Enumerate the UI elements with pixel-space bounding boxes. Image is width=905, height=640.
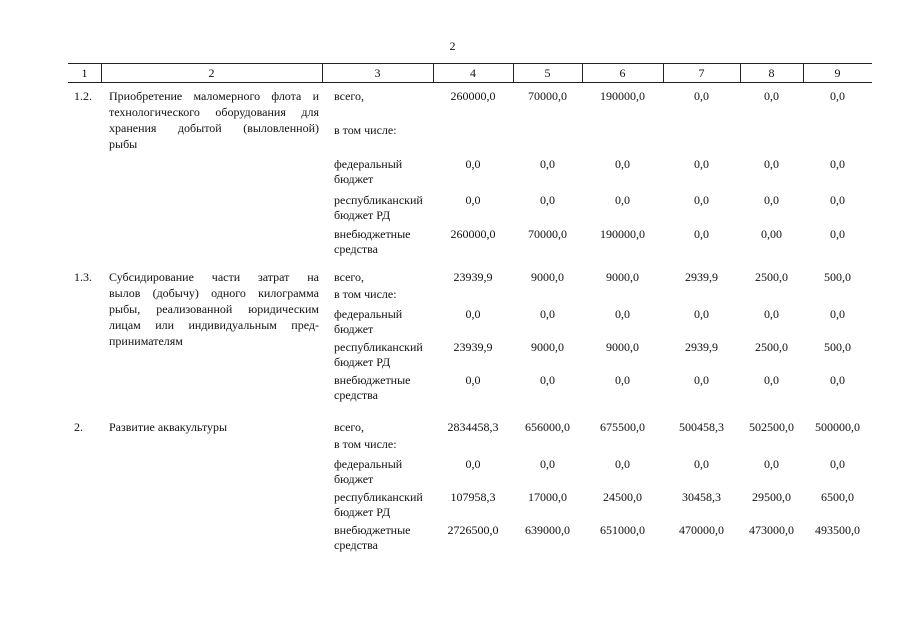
row-description-line: хранения добытой (выловленной): [109, 121, 319, 135]
header-bottom-border: [68, 82, 872, 83]
table-cell-value: 473000,0: [749, 523, 794, 537]
table-cell-value: 0,0: [465, 373, 481, 387]
table-cell-value: 0,0: [830, 89, 845, 103]
table-cell-value: 190000,0: [600, 227, 645, 241]
table-cell-value: 70000,0: [528, 227, 567, 241]
table-cell-value: 17000,0: [528, 490, 567, 504]
table-cell-value: 0,0: [540, 457, 555, 471]
table-cell-value: 0,0: [764, 193, 779, 207]
table-cell-value: 0,0: [694, 373, 709, 387]
funding-source-label: федеральный: [334, 307, 403, 321]
table-cell-value: 0,0: [615, 373, 630, 387]
table-cell-value: 0,00: [761, 227, 782, 241]
funding-source-label: внебюджетные: [334, 227, 411, 241]
row-description-line: рыбы, реализованной юридическим: [109, 302, 319, 316]
table-cell-value: 2939,9: [685, 270, 718, 284]
funding-source-label: республиканский: [334, 193, 423, 207]
table-cell-value: 107958,3: [450, 490, 496, 504]
funding-source-label: бюджет: [334, 172, 374, 186]
table-cell-value: 0,0: [465, 307, 481, 321]
table-cell-value: 9000,0: [606, 340, 639, 354]
table-cell-value: 0,0: [694, 89, 709, 103]
table-cell-value: 675500,0: [600, 420, 645, 434]
col-header-4: 4: [470, 66, 476, 80]
table-cell-value: 500,0: [824, 270, 851, 284]
funding-source-label: внебюджетные: [334, 523, 411, 537]
table-cell-value: 0,0: [615, 457, 630, 471]
table-cell-value: 0,0: [830, 193, 845, 207]
table-cell-value: 2726500,0: [447, 523, 499, 537]
table-cell-value: 0,0: [764, 373, 779, 387]
col-header-2: 2: [208, 66, 215, 80]
table-cell-value: 500,0: [824, 340, 851, 354]
funding-source-label: федеральный: [334, 457, 403, 471]
funding-source-label: республиканский: [334, 340, 423, 354]
table-cell-value: 0,0: [540, 307, 555, 321]
table-cell-value: 656000,0: [525, 420, 570, 434]
row-description-line: Приобретение маломерного флота и: [109, 89, 319, 103]
table-cell-value: 651000,0: [600, 523, 645, 537]
funding-source-label: бюджет: [334, 472, 374, 486]
table-cell-value: 500000,0: [815, 420, 860, 434]
table-cell-value: 2834458,3: [447, 420, 499, 434]
funding-source-label: республиканский: [334, 490, 423, 504]
funding-source-label: бюджет РД: [334, 208, 391, 222]
table-cell-value: 0,0: [540, 193, 555, 207]
funding-source-label: средства: [334, 538, 379, 552]
table-cell-value: 9000,0: [531, 340, 564, 354]
funding-source-label: средства: [334, 388, 379, 402]
table-cell-value: 0,0: [830, 227, 845, 241]
funding-source-label: в том числе:: [334, 437, 397, 451]
col-header-1: 1: [81, 66, 88, 80]
col-header-5: 5: [544, 66, 551, 80]
row-description-line: лицам или индивидуальным пред-: [109, 318, 319, 332]
table-top-border: [68, 63, 872, 64]
table-cell-value: 0,0: [694, 227, 709, 241]
table-cell-value: 260000,0: [450, 227, 496, 241]
table-cell-value: 0,0: [764, 89, 779, 103]
table-cell-value: 0,0: [764, 457, 779, 471]
table-cell-value: 0,0: [465, 193, 481, 207]
table-cell-value: 0,0: [615, 307, 630, 321]
table-cell-value: 2500,0: [755, 270, 788, 284]
table-cell-value: 2500,0: [755, 340, 788, 354]
row-description-line: вылов (добычу) одного килограмма: [109, 286, 319, 300]
row-number: 2.: [74, 420, 83, 434]
funding-source-label: в том числе:: [334, 287, 397, 301]
col-header-3: 3: [374, 66, 381, 80]
table-cell-value: 0,0: [540, 373, 555, 387]
table-cell-value: 0,0: [540, 157, 555, 171]
table-cell-value: 190000,0: [600, 89, 645, 103]
col-header-6: 6: [619, 66, 626, 80]
funding-source-label: внебюджетные: [334, 373, 411, 387]
table-cell-value: 493500,0: [815, 523, 860, 537]
table-cell-value: 260000,0: [450, 89, 496, 103]
row-description-line: Субсидирование части затрат на: [109, 270, 319, 284]
table-cell-value: 23939,9: [453, 340, 493, 354]
table-cell-value: 23939,9: [453, 270, 493, 284]
page-number: 2: [449, 39, 456, 53]
funding-source-label: всего,: [334, 89, 365, 103]
funding-source-label: всего,: [334, 420, 365, 434]
table-cell-value: 0,0: [830, 307, 845, 321]
table-cell-value: 0,0: [764, 307, 779, 321]
funding-source-label: федеральный: [334, 157, 403, 171]
table-cell-value: 9000,0: [606, 270, 639, 284]
col-header-7: 7: [698, 66, 705, 80]
row-description-line: принимателям: [109, 334, 183, 348]
table-cell-value: 0,0: [465, 157, 481, 171]
funding-source-label: средства: [334, 242, 379, 256]
table-cell-value: 0,0: [694, 157, 709, 171]
table-cell-value: 639000,0: [525, 523, 570, 537]
row-description-line: технологического оборудования для: [109, 105, 319, 119]
funding-source-label: бюджет РД: [334, 505, 391, 519]
table-cell-value: 500458,3: [679, 420, 724, 434]
table-cell-value: 29500,0: [752, 490, 791, 504]
table-cell-value: 6500,0: [821, 490, 854, 504]
table-cell-value: 0,0: [830, 373, 845, 387]
row-description-line: Развитие аквакультуры: [109, 420, 228, 434]
table-cell-value: 9000,0: [531, 270, 564, 284]
table-cell-value: 0,0: [830, 457, 845, 471]
funding-source-label: в том числе:: [334, 123, 397, 137]
table-cell-value: 24500,0: [603, 490, 642, 504]
funding-source-label: бюджет: [334, 322, 374, 336]
table-cell-value: 0,0: [615, 193, 630, 207]
row-description-line: рыбы: [109, 137, 138, 151]
table-cell-value: 470000,0: [679, 523, 724, 537]
table-cell-value: 0,0: [830, 157, 845, 171]
col-header-8: 8: [768, 66, 775, 80]
table-cell-value: 30458,3: [682, 490, 721, 504]
table-cell-value: 0,0: [694, 307, 709, 321]
row-number: 1.2.: [74, 89, 92, 103]
table-cell-value: 70000,0: [528, 89, 567, 103]
table-cell-value: 0,0: [694, 193, 709, 207]
table-cell-value: 502500,0: [749, 420, 794, 434]
table-cell-value: 0,0: [465, 457, 481, 471]
funding-source-label: бюджет РД: [334, 355, 391, 369]
row-number: 1.3.: [74, 270, 92, 284]
table-cell-value: 0,0: [615, 157, 630, 171]
table-cell-value: 0,0: [694, 457, 709, 471]
funding-source-label: всего,: [334, 270, 365, 284]
col-header-9: 9: [834, 66, 841, 80]
table-cell-value: 2939,9: [685, 340, 718, 354]
table-cell-value: 0,0: [764, 157, 779, 171]
